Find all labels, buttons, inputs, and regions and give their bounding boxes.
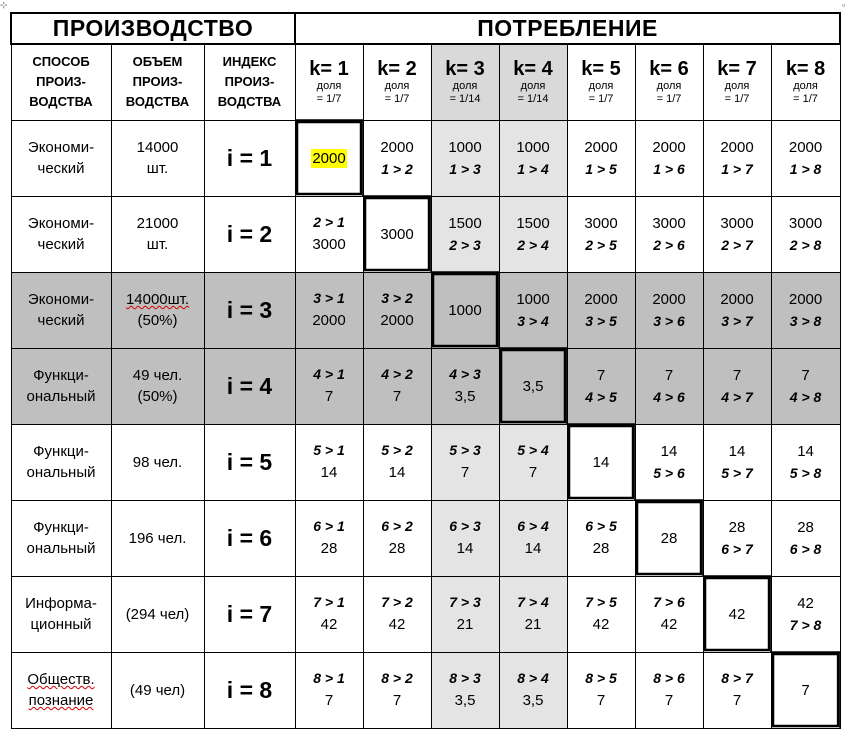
method-line: Функци- [33, 443, 89, 460]
cell-value: 2000 [584, 291, 618, 308]
transfer-cell [431, 500, 499, 576]
transfer-label: 6 > 5 [585, 518, 617, 534]
transfer-cell [771, 120, 840, 196]
transfer-cell [635, 652, 703, 728]
index-cell: i = 7 [204, 576, 295, 652]
transfer-label: 3 > 8 [789, 313, 822, 329]
share-label: = 1/7 [656, 93, 682, 106]
volume-line: шт. [146, 160, 169, 177]
transfer-label: 6 > 2 [381, 518, 413, 534]
cell-value: 1000 [448, 139, 482, 156]
transfer-cell [295, 272, 363, 348]
cell-value: 2000 [380, 139, 414, 156]
transfer-label: 3 > 7 [721, 313, 753, 329]
transfer-label: 8 > 5 [585, 670, 617, 686]
transfer-cell [703, 120, 771, 196]
cell-value: 21 [456, 616, 474, 633]
transfer-label: 3 > 6 [653, 313, 685, 329]
cell-value: 7 [732, 367, 742, 384]
transfer-label: 2 > 4 [517, 237, 549, 253]
method-header-line: ПРОИЗ- [36, 74, 86, 90]
transfer-cell [771, 272, 840, 348]
method-line: Информа- [25, 595, 97, 612]
cell-value: 7 [596, 692, 606, 709]
consumption-header: ПОТРЕБЛЕНИЕ [295, 13, 840, 44]
method-header-line: СПОСОБ [32, 54, 90, 70]
share-label: доля [384, 80, 410, 93]
transfer-label: 4 > 2 [381, 366, 413, 382]
transfer-cell [499, 576, 567, 652]
transfer-cell [635, 272, 703, 348]
cell-value: 14 [660, 443, 678, 460]
k-column-header-1 [295, 44, 363, 120]
transfer-cell [363, 576, 431, 652]
cell-value: 42 [592, 616, 610, 633]
cell-value: 3000 [380, 225, 414, 243]
index-cell: i = 8 [204, 652, 295, 728]
volume-line: (50%) [137, 312, 178, 329]
index-column-header [204, 44, 295, 120]
transfer-label: 5 > 4 [517, 442, 549, 458]
method-line: познание [28, 692, 94, 709]
cell-value: 7 [324, 388, 334, 405]
transfer-label: 8 > 6 [653, 670, 685, 686]
cell-value: 21 [524, 616, 542, 633]
volume-line: 98 чел. [132, 453, 183, 471]
transfer-cell [567, 652, 635, 728]
index-header-line: ВОДСТВА [217, 94, 282, 110]
transfer-label: 1 > 6 [653, 161, 685, 177]
volume-cell [111, 348, 204, 424]
method-cell [11, 424, 111, 500]
share-label: доля [520, 80, 546, 93]
transfer-cell [431, 120, 499, 196]
transfer-label: 8 > 1 [313, 670, 345, 686]
diagonal-cell [499, 348, 567, 424]
volume-cell [111, 652, 204, 728]
method-cell [11, 652, 111, 728]
transfer-label: 3 > 1 [313, 290, 345, 306]
index-cell: i = 1 [204, 120, 295, 196]
transfer-label: 4 > 7 [721, 389, 753, 405]
transfer-cell [295, 196, 363, 272]
index-header-line: ПРОИЗ- [224, 74, 275, 90]
cell-value: 7 [801, 367, 810, 384]
diagonal-cell [703, 576, 771, 652]
transfer-cell [567, 500, 635, 576]
cell-value: 2000 [652, 139, 686, 156]
cell-value: 28 [728, 519, 746, 536]
method-cell [11, 272, 111, 348]
volume-cell [111, 424, 204, 500]
transfer-cell [431, 652, 499, 728]
cell-value: 7 [460, 464, 470, 481]
k-label: k= 7 [717, 58, 757, 81]
cell-value: 2000 [312, 312, 346, 329]
cell-value: 1000 [516, 291, 550, 308]
transfer-label: 4 > 6 [653, 389, 685, 405]
diagonal-cell [771, 652, 840, 728]
k-column-header-7 [703, 44, 771, 120]
method-cell [11, 348, 111, 424]
transfer-cell [363, 120, 431, 196]
transfer-cell [363, 652, 431, 728]
share-label: доля [452, 80, 478, 93]
transfer-cell [703, 272, 771, 348]
diagonal-cell [363, 196, 431, 272]
transfer-label: 5 > 3 [449, 442, 481, 458]
volume-cell [111, 500, 204, 576]
transfer-label: 8 > 2 [381, 670, 413, 686]
transfer-cell [499, 120, 567, 196]
cell-value: 2000 [720, 139, 754, 156]
volume-line: 49 чел. [132, 367, 183, 384]
cell-value: 42 [320, 616, 338, 633]
method-line: ональный [26, 540, 96, 557]
table-row [11, 500, 840, 576]
transfer-label: 4 > 3 [449, 366, 481, 382]
method-line: Функци- [33, 367, 89, 384]
method-line: Экономи- [27, 139, 95, 156]
transfer-label: 4 > 1 [313, 366, 345, 382]
method-line: Экономи- [27, 291, 95, 308]
transfer-cell [635, 576, 703, 652]
transfer-label: 6 > 3 [449, 518, 481, 534]
transfer-cell [363, 272, 431, 348]
transfer-cell [771, 196, 840, 272]
share-label: доля [588, 80, 614, 93]
k-column-header-6 [635, 44, 703, 120]
k-label: k= 8 [785, 58, 826, 81]
cell-value: 1000 [448, 301, 482, 319]
volume-line: (50%) [137, 388, 178, 405]
method-header-line: ВОДСТВА [29, 94, 93, 110]
table-row [11, 652, 840, 728]
cell-value: 1500 [448, 215, 482, 232]
method-line: ональный [26, 388, 96, 405]
cell-value: 7 [596, 367, 606, 384]
volume-line: 14000 [136, 139, 179, 156]
table-row [11, 424, 840, 500]
transfer-cell [499, 652, 567, 728]
cell-value: 2000 [652, 291, 686, 308]
cell-value: 3000 [788, 215, 823, 232]
transfer-cell [363, 424, 431, 500]
diagonal-cell [635, 500, 703, 576]
cell-value: 14 [524, 540, 542, 557]
cell-value: 1000 [516, 139, 550, 156]
transfer-label: 5 > 8 [789, 465, 822, 481]
transfer-label: 2 > 8 [789, 237, 822, 253]
transfer-label: 2 > 3 [449, 237, 481, 253]
transfer-cell [295, 652, 363, 728]
cell-value: 7 [324, 692, 334, 709]
volume-line: 21000 [136, 215, 179, 232]
cell-value: 3000 [652, 215, 686, 232]
transfer-cell [499, 500, 567, 576]
volume-line: шт. [146, 236, 169, 253]
transfer-label: 8 > 7 [721, 670, 753, 686]
method-line: ческий [37, 160, 85, 177]
transfer-cell [295, 500, 363, 576]
method-line: Экономи- [27, 215, 95, 232]
transfer-cell [567, 120, 635, 196]
transfer-label: 8 > 3 [449, 670, 481, 686]
transfer-label: 1 > 7 [721, 161, 753, 177]
transfer-label: 2 > 7 [721, 237, 753, 253]
transfer-cell [295, 424, 363, 500]
cell-value: 3,5 [522, 692, 544, 709]
cell-value: 7 [732, 692, 742, 709]
transfer-label: 2 > 6 [653, 237, 685, 253]
cell-value: 7 [801, 681, 810, 699]
transfer-cell [703, 196, 771, 272]
volume-cell [111, 272, 204, 348]
transfer-label: 5 > 6 [653, 465, 685, 481]
index-cell: i = 3 [204, 272, 295, 348]
share-label: = 1/14 [449, 93, 481, 106]
transfer-label: 1 > 3 [449, 161, 481, 177]
transfer-label: 7 > 3 [449, 594, 481, 610]
cell-value: 3,5 [522, 377, 544, 395]
transfer-cell [567, 348, 635, 424]
k-column-header-5 [567, 44, 635, 120]
transfer-label: 3 > 5 [585, 313, 617, 329]
index-cell: i = 4 [204, 348, 295, 424]
volume-cell [111, 120, 204, 196]
transfer-cell [431, 576, 499, 652]
transfer-label: 7 > 5 [585, 594, 617, 610]
cell-value: 2000 [788, 291, 823, 308]
transfer-cell [635, 348, 703, 424]
transfer-cell [703, 424, 771, 500]
share-label: доля [656, 80, 682, 93]
share-label: = 1/7 [724, 93, 750, 106]
cell-value: 42 [660, 616, 678, 633]
transfer-cell [431, 424, 499, 500]
cell-value: 7 [392, 388, 402, 405]
transfer-cell [635, 196, 703, 272]
cell-value: 3000 [584, 215, 618, 232]
transfer-label: 7 > 8 [789, 617, 822, 633]
cell-value: 14 [456, 540, 474, 557]
transfer-label: 2 > 5 [585, 237, 617, 253]
cell-value: 2000 [312, 149, 346, 167]
method-cell [11, 500, 111, 576]
transfer-cell [363, 500, 431, 576]
table-row [11, 348, 840, 424]
cell-value: 3000 [720, 215, 754, 232]
method-line: ческий [37, 236, 85, 253]
cell-value: 7 [528, 464, 538, 481]
k-label: k= 4 [513, 58, 553, 81]
share-label: доля [316, 80, 342, 93]
transfer-label: 7 > 2 [381, 594, 413, 610]
cell-value: 14 [797, 443, 814, 460]
method-line: ональный [26, 464, 96, 481]
cell-value: 3000 [312, 236, 346, 253]
index-cell: i = 2 [204, 196, 295, 272]
production-header: ПРОИЗВОДСТВО [11, 13, 295, 44]
table-row [11, 120, 840, 196]
k-column-header-3 [431, 44, 499, 120]
k-label: k= 5 [581, 58, 621, 81]
transfer-cell [431, 348, 499, 424]
method-cell [11, 576, 111, 652]
transfer-label: 8 > 4 [517, 670, 549, 686]
transfer-label: 6 > 4 [517, 518, 549, 534]
index-header-line: ИНДЕКС [222, 54, 277, 70]
transfer-label: 7 > 1 [313, 594, 345, 610]
index-cell: i = 5 [204, 424, 295, 500]
cell-value: 42 [388, 616, 406, 633]
transfer-label: 7 > 4 [517, 594, 549, 610]
cell-value: 14 [592, 453, 610, 471]
transfer-label: 7 > 6 [653, 594, 685, 610]
cell-value: 3,5 [454, 692, 476, 709]
cell-value: 1500 [516, 215, 550, 232]
cell-value: 28 [320, 540, 338, 557]
volume-line: 14000шт. [125, 291, 190, 308]
transfer-cell [295, 348, 363, 424]
k-column-header-2 [363, 44, 431, 120]
transfer-label: 1 > 5 [585, 161, 617, 177]
volume-cell [111, 196, 204, 272]
share-label: = 1/7 [316, 93, 342, 106]
table-resize-handle-icon[interactable]: ▫ [842, 0, 846, 10]
production-consumption-table [10, 12, 841, 729]
index-cell: i = 6 [204, 500, 295, 576]
cell-value: 7 [664, 692, 674, 709]
transfer-label: 5 > 2 [381, 442, 413, 458]
transfer-label: 5 > 1 [313, 442, 345, 458]
transfer-label: 6 > 1 [313, 518, 345, 534]
diagonal-cell [295, 120, 363, 196]
cell-value: 14 [320, 464, 338, 481]
transfer-cell [703, 500, 771, 576]
share-label: = 1/7 [793, 93, 818, 106]
cell-value: 28 [660, 529, 678, 547]
method-cell [11, 196, 111, 272]
method-line: ционный [30, 616, 92, 633]
transfer-cell [771, 576, 840, 652]
transfer-cell [703, 348, 771, 424]
cell-value: 14 [728, 443, 746, 460]
transfer-cell [771, 348, 840, 424]
transfer-cell [567, 272, 635, 348]
cell-value: 2000 [380, 312, 414, 329]
table-row [11, 196, 840, 272]
transfer-label: 2 > 1 [313, 214, 345, 230]
cell-value: 42 [797, 595, 814, 612]
transfer-label: 1 > 2 [381, 161, 413, 177]
volume-header-line: ОБЪЕМ [132, 54, 183, 70]
k-column-header-8 [771, 44, 840, 120]
transfer-cell [567, 576, 635, 652]
method-cell [11, 120, 111, 196]
share-label: = 1/7 [384, 93, 410, 106]
k-label: k= 6 [649, 58, 689, 81]
k-column-header-4 [499, 44, 567, 120]
k-label: k= 3 [445, 58, 485, 81]
cell-value: 7 [392, 692, 402, 709]
method-column-header [11, 44, 111, 120]
share-label: = 1/7 [588, 93, 614, 106]
transfer-cell [703, 652, 771, 728]
transfer-cell [771, 500, 840, 576]
transfer-cell [295, 576, 363, 652]
volume-line: (294 чел) [125, 605, 190, 623]
table-row [11, 576, 840, 652]
transfer-label: 1 > 4 [517, 161, 549, 177]
method-line: Функци- [33, 519, 89, 536]
cell-value: 3,5 [454, 388, 476, 405]
transfer-label: 6 > 7 [721, 541, 753, 557]
volume-line: (49 чел) [129, 681, 186, 699]
k-label: k= 1 [309, 58, 349, 81]
method-line: Обществ. [27, 671, 95, 688]
transfer-cell [363, 348, 431, 424]
cell-value: 7 [664, 367, 674, 384]
share-label: доля [793, 80, 818, 93]
cell-value: 14 [388, 464, 406, 481]
transfer-label: 4 > 5 [585, 389, 617, 405]
transfer-cell [567, 196, 635, 272]
transfer-cell [499, 272, 567, 348]
transfer-cell [431, 196, 499, 272]
transfer-label: 4 > 8 [789, 389, 822, 405]
share-label: доля [724, 80, 750, 93]
cell-value: 2000 [788, 139, 823, 156]
transfer-label: 5 > 7 [721, 465, 753, 481]
volume-cell [111, 576, 204, 652]
transfer-cell [499, 196, 567, 272]
transfer-cell [635, 424, 703, 500]
transfer-label: 3 > 2 [381, 290, 413, 306]
table-move-handle-icon[interactable]: ⊹ [0, 0, 8, 10]
volume-header-line: ПРОИЗ- [132, 74, 183, 90]
transfer-cell [771, 424, 840, 500]
table-row [11, 272, 840, 348]
volume-line: 196 чел. [128, 529, 187, 547]
cell-value: 2000 [720, 291, 754, 308]
cell-value: 42 [728, 605, 746, 623]
transfer-label: 1 > 8 [789, 161, 822, 177]
cell-value: 28 [388, 540, 406, 557]
method-line: ческий [37, 312, 85, 329]
k-label: k= 2 [377, 58, 417, 81]
transfer-cell [499, 424, 567, 500]
cell-value: 2000 [584, 139, 618, 156]
cell-value: 28 [797, 519, 814, 536]
volume-header-line: ВОДСТВА [125, 94, 190, 110]
transfer-label: 6 > 8 [789, 541, 822, 557]
diagonal-cell [431, 272, 499, 348]
cell-value: 28 [592, 540, 610, 557]
transfer-cell [635, 120, 703, 196]
share-label: = 1/14 [517, 93, 549, 106]
volume-column-header [111, 44, 204, 120]
diagonal-cell [567, 424, 635, 500]
transfer-label: 3 > 4 [517, 313, 549, 329]
